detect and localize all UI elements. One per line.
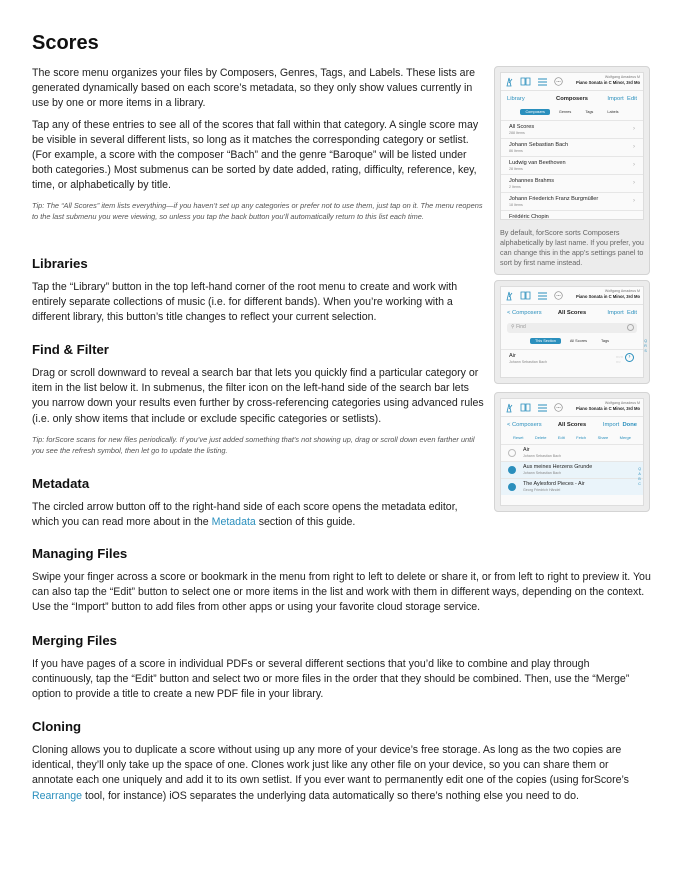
selectable-list-item[interactable] <box>501 478 643 495</box>
list-item-title: Johann Friederich Franz Burgmüller <box>509 196 599 202</box>
list-item-title: Ludwig van Beethoven <box>509 160 566 166</box>
nav-bar <box>501 305 643 321</box>
list-item-title: Aus meines Herzens Grunde <box>523 464 593 470</box>
index-letter[interactable]: Q <box>638 467 641 471</box>
library-button[interactable]: Library <box>507 96 525 102</box>
merging-files-section <box>32 633 652 703</box>
list-item-composer: Johann Sebastian Bach <box>509 360 547 364</box>
metadata-body-text: The circled arrow button off to the right-hand side of each score opens the metadata editor, which you can read more about in the <box>32 501 458 529</box>
segment-tags[interactable]: Tags <box>585 110 594 114</box>
edit-button[interactable]: Edit <box>627 310 637 316</box>
metadata-arrow-icon[interactable]: › <box>625 353 634 362</box>
merge-button[interactable]: Merge <box>619 435 631 440</box>
list-item-count: 86 Items <box>509 149 523 153</box>
list-item-title: All Scores <box>509 124 535 130</box>
scope-all-scores[interactable]: All Scores <box>569 339 587 343</box>
cloning-body-text-end: tool, for instance) iOS separates the underlying data automatically so there’s nothing else you need to do. <box>82 789 579 802</box>
toolbar-score-info <box>576 289 640 299</box>
toolbar-title: Piano Sonata in C Minor, 3rd Mo <box>576 80 640 85</box>
menu-icon[interactable] <box>538 292 547 300</box>
edit-action-button[interactable]: Edit <box>557 435 565 440</box>
list-item-title: Johann Sebastian Bach <box>509 142 569 148</box>
screenshot-composers <box>494 66 650 275</box>
delete-button[interactable]: Delete <box>534 435 547 440</box>
back-button[interactable]: < Composers <box>507 422 542 428</box>
nav-bar <box>501 417 643 433</box>
toolbar-composer: Wolfgang Amadeus M <box>604 75 640 79</box>
menu-icon[interactable] <box>538 78 547 86</box>
find-filter-body: Drag or scroll downward to reveal a search bar that lets you quickly find a particular category or item in the list below it. In submenus, the filter icon on the left-hand side of the search bar lets you narrow down your results even further by cross-referencing categories using advanced rules (i.e. only show items that include or exclude specific categories or setlists). <box>32 367 484 425</box>
index-letter[interactable]: C <box>638 482 641 486</box>
search-icon: ⚲ <box>511 324 515 330</box>
list-item-composer: Johann Sebastian Bach <box>523 471 561 475</box>
cloning-section <box>32 719 652 804</box>
list-item-title: Johannes Brahms <box>509 178 555 184</box>
import-done-buttons <box>603 422 637 428</box>
list-item[interactable] <box>501 120 643 138</box>
metadata-body <box>32 500 484 530</box>
category-segmented-control <box>501 107 643 120</box>
intro-paragraph-2: Tap any of these entries to see all of the scores that fall within that category. A single score may be visible in several different lists, so long as it matches the corresponding category or setlist. (For example, a score with the composer “Bach” and the genre “Baroque” will be listed under both categories.) Most submenus can be sorted by date added, rating, difficulty, reference, key, time, or alphabetically by title. <box>32 118 479 192</box>
book-icon[interactable] <box>520 403 531 412</box>
cloning-body-text: Cloning allows you to duplicate a score without using up any more of your device’s free storage. As long as the two copies are identical, they’ll only take up the space of one. Clones work just like any other file on your device, so you can share them or annotate each one uniquely and add it to its own setlist. If you ever want to permanently edit one of the copies (using forScore’s <box>32 744 629 787</box>
list-item[interactable] <box>501 210 643 220</box>
intro-tip: Tip: The “All Scores” item lists everything—if you haven’t set up any categories or prefer not to use them, just tap on it. The menu reopens to the last submenu you were viewing, so unless you tap the back button you’ll automatically return to this list each time. <box>32 200 483 221</box>
merging-files-heading: Merging Files <box>32 633 117 648</box>
share-button[interactable]: Share <box>597 435 609 440</box>
import-button[interactable]: Import <box>607 96 624 102</box>
find-filter-section <box>32 342 484 456</box>
toolbar-score-info <box>576 75 640 85</box>
index-letter[interactable]: A <box>638 472 641 476</box>
list-item-title: Air <box>523 447 530 453</box>
nav-title: All Scores <box>557 310 587 316</box>
index-letter[interactable]: B <box>638 477 641 481</box>
toolbar-title: Piano Sonata in C Minor, 3rd Mo <box>576 294 640 299</box>
reset-button[interactable]: Reset <box>513 435 524 440</box>
import-button[interactable]: Import <box>602 422 620 428</box>
list-item-count: 288 Items <box>509 131 525 135</box>
toolbar-score-info <box>576 401 640 411</box>
list-item-count: 18 Items <box>509 203 523 207</box>
back-button[interactable]: < Composers <box>507 310 542 316</box>
nav-title: Composers <box>556 96 588 102</box>
list-item-composer: Johann Sebastian Bach <box>523 454 561 458</box>
book-icon[interactable] <box>520 291 531 300</box>
metadata-link[interactable]: Metadata <box>211 516 256 529</box>
segment-genres[interactable]: Genres <box>558 110 572 114</box>
chevron-right-icon: › <box>633 144 635 150</box>
done-button[interactable]: Done <box>622 422 637 428</box>
toolbar-composer: Wolfgang Amadeus M <box>604 401 640 405</box>
managing-files-heading: Managing Files <box>32 546 128 561</box>
list-item[interactable] <box>501 174 643 192</box>
libraries-heading: Libraries <box>32 256 88 271</box>
find-filter-tip: Tip: forScore scans for new files periodically. If you’ve just added something that’s not showing up, drag or scroll down even farther until you see the refresh symbol, then let go to update the listing. <box>32 434 475 455</box>
segment-composers[interactable]: Composers <box>520 109 549 115</box>
scope-tags[interactable]: Tags <box>600 339 610 343</box>
checkmark-icon[interactable] <box>508 466 516 474</box>
more-icon[interactable] <box>554 291 563 300</box>
metronome-icon[interactable] <box>505 77 513 87</box>
checkmark-icon[interactable] <box>508 483 516 491</box>
section-index[interactable] <box>638 467 641 487</box>
list-item-count: 28 Items <box>509 167 523 171</box>
intro-section <box>32 66 484 222</box>
fetch-button[interactable]: Fetch <box>576 435 587 440</box>
chevron-right-icon: › <box>633 126 635 132</box>
selectable-list-item[interactable] <box>501 444 643 461</box>
more-icon[interactable] <box>554 403 563 412</box>
toolbar-composer: Wolfgang Amadeus M <box>604 289 640 293</box>
list-item[interactable] <box>501 349 643 367</box>
toolbar-title: Piano Sonata in C Minor, 3rd Mo <box>576 406 640 411</box>
filter-icon[interactable] <box>627 324 634 331</box>
search-scope-control <box>501 336 643 349</box>
selection-circle-icon[interactable] <box>508 449 516 457</box>
edit-actions-bar <box>501 433 643 444</box>
list-item[interactable] <box>501 192 643 210</box>
libraries-body: Tap the “Library” button in the top left-hand corner of the root menu to create and work with entirely separate collections of music (i.e. for different bands). When you’re working with a different library, this button’s title changes to reflect your current selection. <box>32 281 458 324</box>
import-edit-buttons <box>607 96 637 102</box>
search-input[interactable] <box>507 323 637 333</box>
app-toolbar <box>501 287 643 305</box>
screenshot-search: Wolfgang Amadeus M Piano Sonata in C Minor, 3rd Mo < Composers All Scores Import Edit ⚲ Find This Section All Scores Tags Air Johann Sebastian Bach ○○○ ○○ › Q R S <box>494 280 650 384</box>
list-item-title: Air <box>509 353 516 359</box>
rating-stars: ○○○ ○○ <box>615 354 623 364</box>
segment-labels[interactable]: Labels <box>607 110 619 114</box>
merging-files-body: If you have pages of a score in individual PDFs or several different sections that you’d like to combine and play through continuously, tap the “Edit” button and select two or more files in the order that they should be combined. Then, use the “Merge” option to provide a title to create a new PDF file in your library. <box>32 658 630 701</box>
metadata-body-text-end: section of this guide. <box>255 516 356 529</box>
selectable-list-item[interactable] <box>501 461 643 478</box>
more-icon[interactable] <box>554 77 563 86</box>
screenshot-caption: By default, forScore sorts Composers alphabetically by last name. If you prefer, you can change this in the app’s settings panel to sort by first name instead. <box>500 228 644 267</box>
list-item-composer: Georg Friedrich Händel <box>523 488 561 492</box>
list-item[interactable] <box>501 156 643 174</box>
screenshot-edit-mode <box>494 392 650 512</box>
find-filter-heading: Find & Filter <box>32 342 109 357</box>
intro-paragraph-1: The score menu organizes your files by Composers, Genres, Tags, and Labels. These lists are generated dynamically based on each score’s metadata, so they only show values currently in use by one or more items in a library. <box>32 67 475 110</box>
scope-this-section[interactable]: This Section <box>530 338 561 344</box>
list-item-count: 2 Items <box>509 185 521 189</box>
cloning-heading: Cloning <box>32 719 82 734</box>
chevron-right-icon: › <box>633 180 635 186</box>
libraries-section <box>32 256 484 326</box>
import-edit-buttons <box>607 310 637 316</box>
metronome-icon[interactable] <box>505 403 513 413</box>
page-title: Scores <box>32 32 99 54</box>
chevron-right-icon: › <box>633 162 635 168</box>
cloning-body <box>32 743 652 804</box>
list-item-title: The Aylesford Pieces - Air <box>523 481 585 487</box>
metadata-section <box>32 476 484 530</box>
metadata-heading: Metadata <box>32 476 90 491</box>
app-toolbar <box>501 73 643 91</box>
book-icon[interactable] <box>520 77 531 86</box>
nav-title: All Scores <box>557 422 587 428</box>
menu-icon[interactable] <box>538 404 547 412</box>
managing-files-body: Swipe your finger across a score or bookmark in the menu from right to left to delete or share it, or from left to right to preview it. You can also tap the “Edit” button to select one or more items in the list and work with them in different ways, depending on the context. Use the “Import” button to add files from other apps or using your favorite cloud storage service. <box>32 571 651 614</box>
rearrange-link[interactable]: Rearrange <box>32 789 83 802</box>
metronome-icon[interactable] <box>505 291 513 301</box>
nav-bar <box>501 91 643 107</box>
app-toolbar <box>501 399 643 417</box>
list-item-title: Frédéric Chopin <box>509 214 549 220</box>
list-item[interactable] <box>501 138 643 156</box>
search-placeholder: Find <box>516 324 526 330</box>
managing-files-section <box>32 546 652 616</box>
chevron-right-icon: › <box>633 198 635 204</box>
import-button[interactable]: Import <box>607 310 624 316</box>
edit-button[interactable]: Edit <box>627 96 637 102</box>
